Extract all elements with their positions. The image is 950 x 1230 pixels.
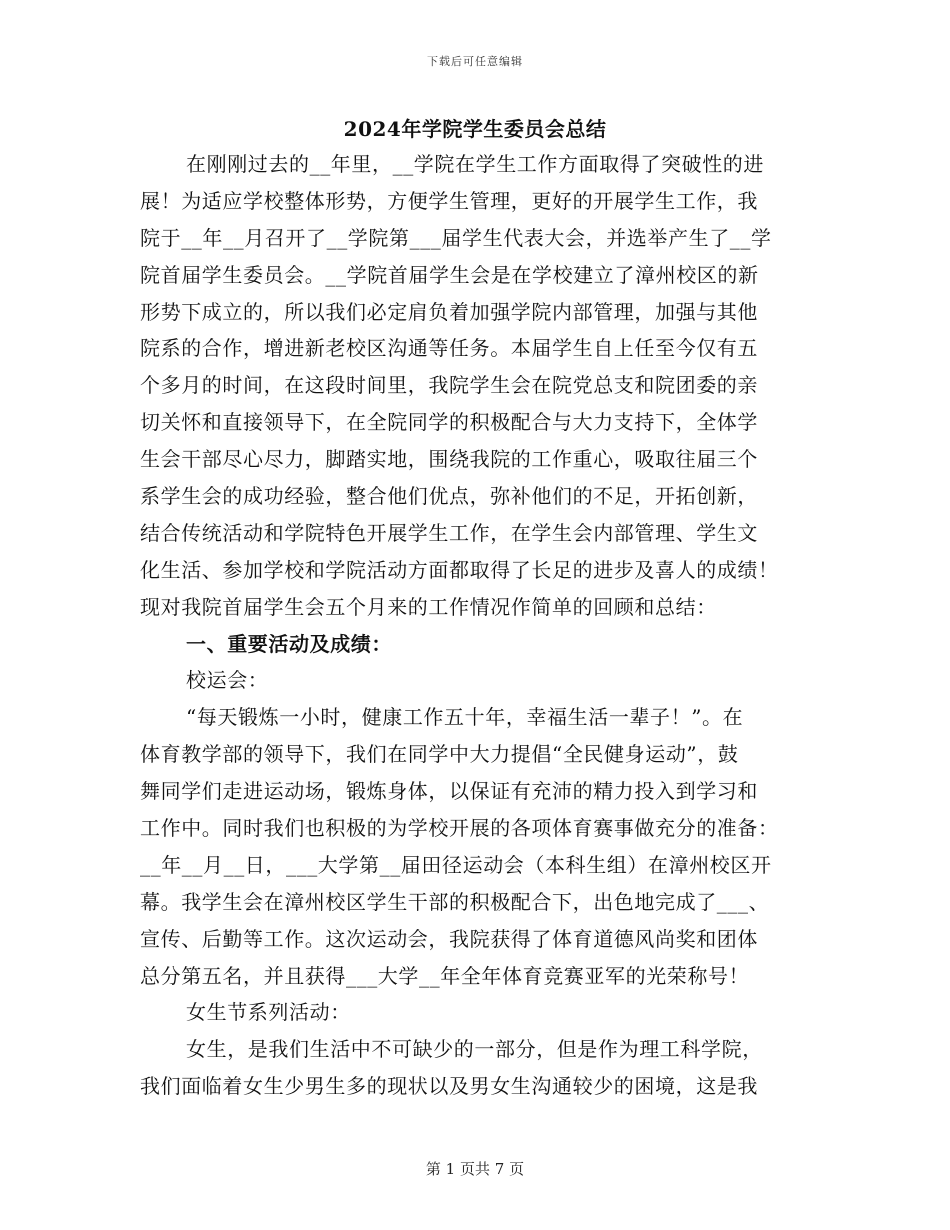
paragraph-line: 院系的合作，增进新老校区沟通等任务。本届学生自上任至今仅有五 [140,336,758,361]
section-heading-line: 一、重要活动及成绩： [186,631,392,656]
paragraph-line: 女生节系列活动： [186,1000,351,1025]
paragraph-line: 女生，是我们生活中不可缺少的一部分，但是作为理工科学院， [186,1037,763,1062]
paragraph-line: 切关怀和直接领导下，在全院同学的积极配合与大力支持下，全体学 [140,410,758,435]
document-title: 2024年学院学生委员会总结 [343,117,607,141]
paragraph-line: 个多月的时间，在这段时间里，我院学生会在院党总支和院团委的亲 [140,373,758,398]
page-indicator: 第 1 页共 7 页 [425,1160,525,1178]
paragraph-line: 系学生会的成功经验，整合他们优点，弥补他们的不足，开拓创新， [140,484,758,509]
paragraph-line: 化生活、参加学校和学院活动方面都取得了长足的进步及喜人的成绩！ [140,557,779,582]
paragraph-line: __年__月__日，___大学第__届田径运动会（本科生组）在漳州校区开 [140,852,772,877]
paragraph-line: 展！为适应学校整体形势，方便学生管理，更好的开展学生工作，我 [140,188,758,213]
document-body [140,146,810,1105]
paragraph-line: 院于__年__月召开了__学院第___届学生代表大会，并选举产生了__学 [140,225,772,250]
paragraph-line: 结合传统活动和学院特色开展学生工作，在学生会内部管理、学生文 [140,520,758,545]
paragraph-line: 在刚刚过去的__年里，__学院在学生工作方面取得了突破性的进 [186,152,764,176]
paragraph-line: 总分第五名，并且获得___大学__年全年体育竞赛亚军的光荣称号！ [140,963,750,988]
paragraph-line: 生会干部尽心尽力，脚踏实地，围绕我院的工作重心，吸取往届三个 [140,447,758,472]
header-note: 下载后可任意编辑 [427,55,523,68]
paragraph-line: “每天锻炼一小时，健康工作五十年，幸福生活一辈子！”。在 [186,705,744,730]
paragraph-line: 形势下成立的，所以我们必定肩负着加强学院内部管理，加强与其他 [140,299,758,324]
paragraph-line: 宣传、后勤等工作。这次运动会，我院获得了体育道德风尚奖和团体 [140,926,758,951]
paragraph-line: 舞同学们走进运动场，锻炼身体，以保证有充沛的精力投入到学习和 [140,779,758,804]
paragraph-line: 我们面临着女生少男生多的现状以及男女生沟通较少的困境，这是我 [140,1074,758,1099]
paragraph-line: 校运会： [186,668,269,693]
paragraph-line: 体育教学部的领导下，我们在同学中大力提倡“全民健身运动”，鼓 [140,742,739,767]
paragraph-line: 院首届学生委员会。__学院首届学生会是在学校建立了漳州校区的新 [140,262,759,287]
paragraph-line: 现对我院首届学生会五个月来的工作情况作简单的回顾和总结： [140,594,717,619]
paragraph-line: 工作中。同时我们也积极的为学校开展的各项体育赛事做充分的准备： [140,816,779,841]
paragraph-line: 幕。我学生会在漳州校区学生干部的积极配合下，出色地完成了___、 [140,889,770,914]
